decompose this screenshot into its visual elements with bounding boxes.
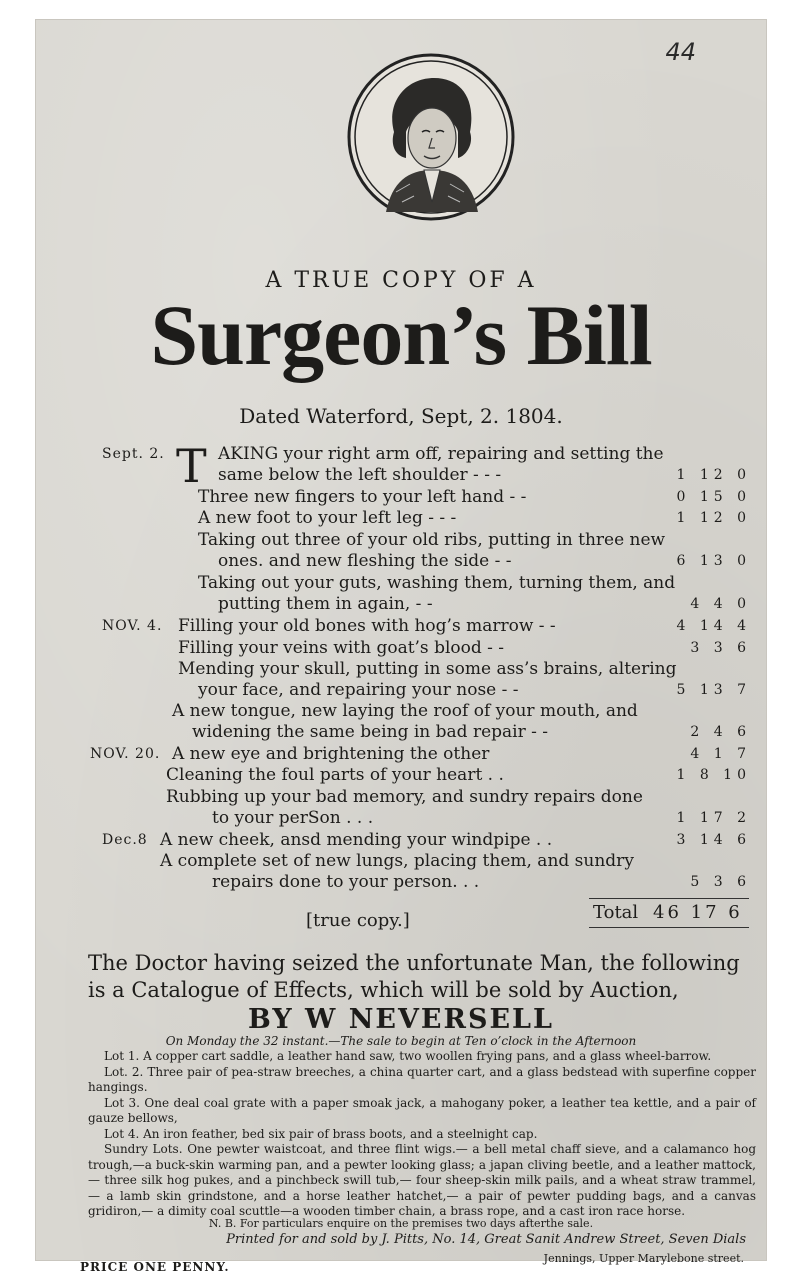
auction-intro: The Doctor having seized the unfortunate Man, the following is a Catalogue of Effects, which will be sold by Auction, xyxy=(88,951,740,1002)
entry-line: widening the same being in bad repair - - xyxy=(192,722,549,742)
entry-amount: 5 13 7 xyxy=(676,682,751,698)
nota-bene: N. B. For particulars enquire on the premises two days afterthe sale. xyxy=(208,1217,594,1230)
entry-amount: 5 3 6 xyxy=(690,874,751,890)
entry-amount: 1 8 10 xyxy=(676,767,751,783)
entry-line: A new tongue, new laying the roof of your mouth, and xyxy=(172,701,638,721)
entry-line: Filling your old bones with hog’s marrow - - xyxy=(178,616,556,636)
entry-date: Sept. 2. xyxy=(102,446,165,462)
price-label: PRICE ONE PENNY. xyxy=(80,1260,230,1274)
entry-line: Cleaning the foul parts of your heart . . xyxy=(166,765,504,785)
page-title: Surgeon’s Bill xyxy=(150,287,652,383)
entry-line: Rubbing up your bad memory, and sundry repairs done xyxy=(166,787,643,807)
lot-item: Lot. 2. Three pair of pea-straw breeches, a china quarter cart, and a glass bedstead with superfine copper hangings. xyxy=(88,1064,756,1094)
total-amount: 46 17 6 xyxy=(653,902,743,923)
entry-line: Filling your veins with goat’s blood - - xyxy=(178,638,505,658)
entry-line: to your perSon . . . xyxy=(212,808,374,828)
entry-amount: 4 14 4 xyxy=(676,618,751,634)
lots-list xyxy=(88,1049,756,1220)
entry-amount: 1 12 0 xyxy=(676,467,751,483)
entry-line: AKING your right arm off, repairing and setting the xyxy=(218,444,664,464)
entry-amount: 6 13 0 xyxy=(676,553,751,569)
lot-item: Lot 1. A copper cart saddle, a leather hand saw, two woollen frying pans, and a glass wheel-barrow. xyxy=(104,1049,712,1063)
entry-date: NOV. 4. xyxy=(102,618,163,634)
auctioneer-name: BY W NEVERSELL xyxy=(247,1004,554,1035)
printer-address: Jennings, Upper Marylebone street. xyxy=(543,1252,744,1265)
entry-amount: 4 1 7 xyxy=(690,746,751,762)
bill-total xyxy=(589,898,749,928)
kicker-heading: A TRUE COPY OF A xyxy=(265,268,537,293)
entry-line: Taking out three of your old ribs, putting in three new xyxy=(198,530,666,550)
printer-imprint: Printed for and sold by J. Pitts, No. 14, Great Sanit Andrew Street, Seven Dials xyxy=(226,1232,746,1247)
entry-line: A complete set of new lungs, placing them, and sundry xyxy=(160,851,634,871)
entry-amount: 1 12 0 xyxy=(676,510,751,526)
entry-amount: 0 15 0 xyxy=(676,489,751,505)
entry-line: your face, and repairing your nose - - xyxy=(198,680,519,700)
entry-amount: 4 4 0 xyxy=(690,596,751,612)
entry-line: A new eye and brightening the other xyxy=(172,744,490,764)
entry-line: Mending your skull, putting in some ass’s brains, altering xyxy=(178,659,677,679)
entry-line: Taking out your guts, washing them, turning them, and xyxy=(198,573,676,593)
entry-date: NOV. 20. xyxy=(90,746,161,762)
entry-line: same below the left shoulder - - - xyxy=(218,465,502,485)
dateline: Dated Waterford, Sept, 2. 1804. xyxy=(239,404,563,428)
entry-line: A new foot to your left leg - - - xyxy=(198,508,457,528)
entry-amount: 1 17 2 xyxy=(676,810,751,826)
true-copy-note: [true copy.] xyxy=(306,910,410,931)
entry-line: ones. and new fleshing the side - - xyxy=(218,551,512,571)
entry-line: A new cheek, ansd mending your windpipe . . xyxy=(160,830,553,850)
entry-amount: 2 4 6 xyxy=(690,724,751,740)
auction-time: On Monday the 32 instant.—The sale to begin at Ten o’clock in the Afternoon xyxy=(165,1034,637,1048)
entry-amount: 3 3 6 xyxy=(690,640,751,656)
lot-item: Sundry Lots. One pewter waistcoat, and three flint wigs.— a bell metal chaff sieve, and a calamanco hog trough,—a buck-skin warming pan, and a pewter looking glass; a japan cliving beetle, and a leather mattock,— three silk hog pukes, and a pinchbeck swill tub,— four sheep-skin milk pails, and a wheat straw trammel,— a lamb skin grindstone, and a horse leather hatchet,— a pair of pewter pudding bags, and a canvas gridiron,— a dimity coal scuttle—a wooden timber chain, a brass rope, and a cast iron race horse. xyxy=(88,1142,756,1218)
entry-line: repairs done to your person. . . xyxy=(212,872,480,892)
lot-item: Lot 4. An iron feather, bed six pair of brass boots, and a steelnight cap. xyxy=(104,1126,538,1141)
broadsheet-page xyxy=(36,20,766,1274)
entry-date: Dec.8 xyxy=(102,832,148,848)
folio-number: 44 xyxy=(665,38,696,66)
entry-line: putting them in again, - - xyxy=(218,594,433,614)
lot-item: Lot 3. One deal coal grate with a paper smoak jack, a mahogany poker, a leather tea kettle, and a pair of gauze bellows, xyxy=(88,1095,756,1125)
entry-amount: 3 14 6 xyxy=(676,832,751,848)
entry-line: Three new fingers to your left hand - - xyxy=(198,487,527,507)
total-label: Total xyxy=(593,902,639,923)
surgeon-portrait-engraving xyxy=(346,52,516,222)
drop-cap-letter: T xyxy=(176,439,207,493)
